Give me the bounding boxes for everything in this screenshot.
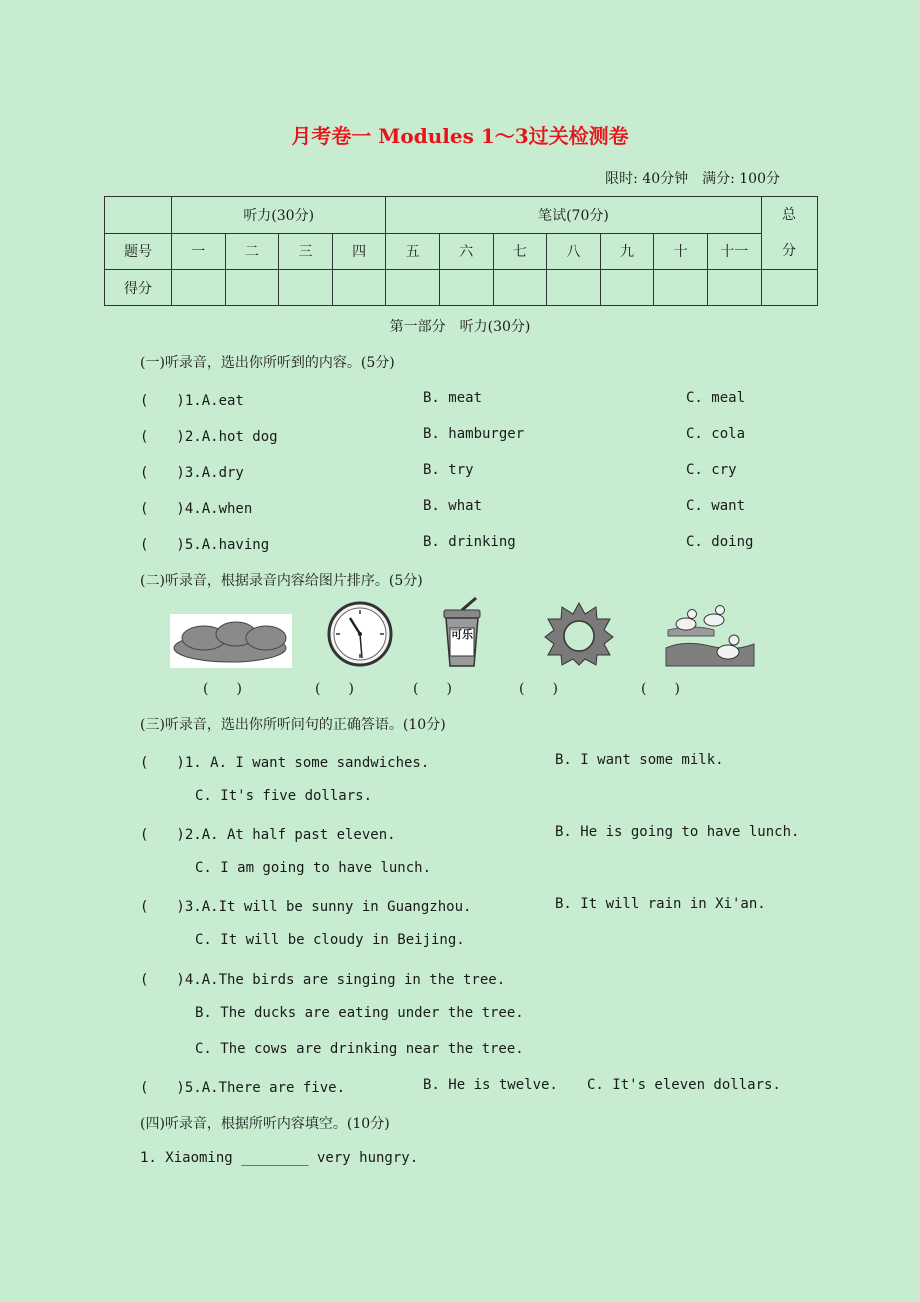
question-number: ( )5.A.having (140, 537, 270, 553)
fill-blank-question: 1. Xiaoming ________ very hungry. (140, 1150, 419, 1166)
question-option-a: ( )3.A.It will be sunny in Guangzhou. (140, 899, 472, 915)
row-label-score: 得分 (105, 270, 172, 306)
clock-icon (326, 600, 394, 668)
question-option-a: ( )2.A. At half past eleven. (140, 827, 396, 843)
number-cell: 三 (279, 233, 333, 270)
part-one-heading: 第一部分 听力(30分) (389, 319, 531, 335)
score-cell[interactable] (172, 270, 226, 306)
answer-blank[interactable]: ( ) (203, 681, 242, 697)
score-cell[interactable] (707, 270, 761, 306)
writing-header: 笔试(70分) (386, 197, 761, 234)
score-cell[interactable] (547, 270, 601, 306)
score-cell[interactable] (332, 270, 386, 306)
option-c: C. meal (686, 390, 746, 406)
question-option-a: ( )4.A.The birds are singing in the tree. (140, 972, 506, 988)
option-b: B. drinking (423, 534, 516, 550)
question-option-a: ( )5.A.There are five. (140, 1080, 346, 1096)
score-cell[interactable] (493, 270, 547, 306)
question-option-a: ( )1. A. I want some sandwiches. (140, 755, 430, 771)
ducks-icon (664, 600, 756, 670)
sun-icon (544, 602, 614, 666)
option-b: B. The ducks are eating under the tree. (195, 1005, 524, 1021)
option-b: B. hamburger (423, 426, 525, 442)
number-cell: 十 (654, 233, 708, 270)
number-cell: 六 (439, 233, 493, 270)
question-number: ( )3.A.dry (140, 465, 244, 481)
option-c: C. It's eleven dollars. (587, 1077, 781, 1093)
option-c: C. cola (686, 426, 746, 442)
number-cell: 四 (332, 233, 386, 270)
number-cell: 五 (386, 233, 440, 270)
cloud-icon (170, 612, 292, 670)
score-cell[interactable] (279, 270, 333, 306)
answer-blank[interactable]: ( ) (413, 681, 452, 697)
score-table (104, 196, 818, 306)
option-b: B. He is twelve. (423, 1077, 558, 1093)
question-number: ( )1.A.eat (140, 393, 244, 409)
option-b: B. He is going to have lunch. (555, 824, 800, 840)
option-c: C. cry (686, 462, 737, 478)
option-c: C. The cows are drinking near the tree. (195, 1041, 524, 1057)
section1-heading: (一)听录音，选出你所听到的内容。(5分) (140, 355, 395, 371)
question-number: ( )2.A.hot dog (140, 429, 278, 445)
question-number: ( )4.A.when (140, 501, 253, 517)
number-cell: 二 (225, 233, 279, 270)
option-c: C. It will be cloudy in Beijing. (195, 932, 465, 948)
score-cell[interactable] (600, 270, 654, 306)
page-title: 月考卷一 Modules 1～3过关检测卷 (291, 124, 629, 148)
number-cell: 九 (600, 233, 654, 270)
option-c: C. It's five dollars. (195, 788, 373, 804)
total-header: 总 分 (761, 197, 817, 270)
number-cell: 十一 (707, 233, 761, 270)
option-c: C. doing (686, 534, 754, 550)
option-b: B. meat (423, 390, 483, 406)
option-c: C. I am going to have lunch. (195, 860, 432, 876)
option-b: B. try (423, 462, 474, 478)
score-cell[interactable] (654, 270, 708, 306)
section4-heading: (四)听录音，根据所听内容填空。(10分) (140, 1116, 390, 1132)
section2-heading: (二)听录音，根据录音内容给图片排序。(5分) (140, 573, 423, 589)
row-label-number: 题号 (105, 233, 172, 270)
answer-blank[interactable]: ( ) (519, 681, 558, 697)
number-cell: 七 (493, 233, 547, 270)
score-cell[interactable] (761, 270, 817, 306)
score-cell[interactable] (386, 270, 440, 306)
section3-heading: (三)听录音，选出你所听问句的正确答语。(10分) (140, 717, 446, 733)
answer-blank[interactable]: ( ) (641, 681, 680, 697)
score-cell[interactable] (439, 270, 493, 306)
score-cell[interactable] (225, 270, 279, 306)
cup-label: 可乐 (451, 628, 473, 641)
time-limit: 限时: 40分钟 满分: 100分 (605, 171, 780, 187)
blank-cell (105, 197, 172, 234)
listening-header: 听力(30分) (172, 197, 386, 234)
option-b: B. It will rain in Xi'an. (555, 896, 766, 912)
option-b: B. what (423, 498, 483, 514)
option-b: B. I want some milk. (555, 752, 724, 768)
number-cell: 八 (547, 233, 601, 270)
number-cell: 一 (172, 233, 226, 270)
option-c: C. want (686, 498, 746, 514)
answer-blank[interactable]: ( ) (315, 681, 354, 697)
